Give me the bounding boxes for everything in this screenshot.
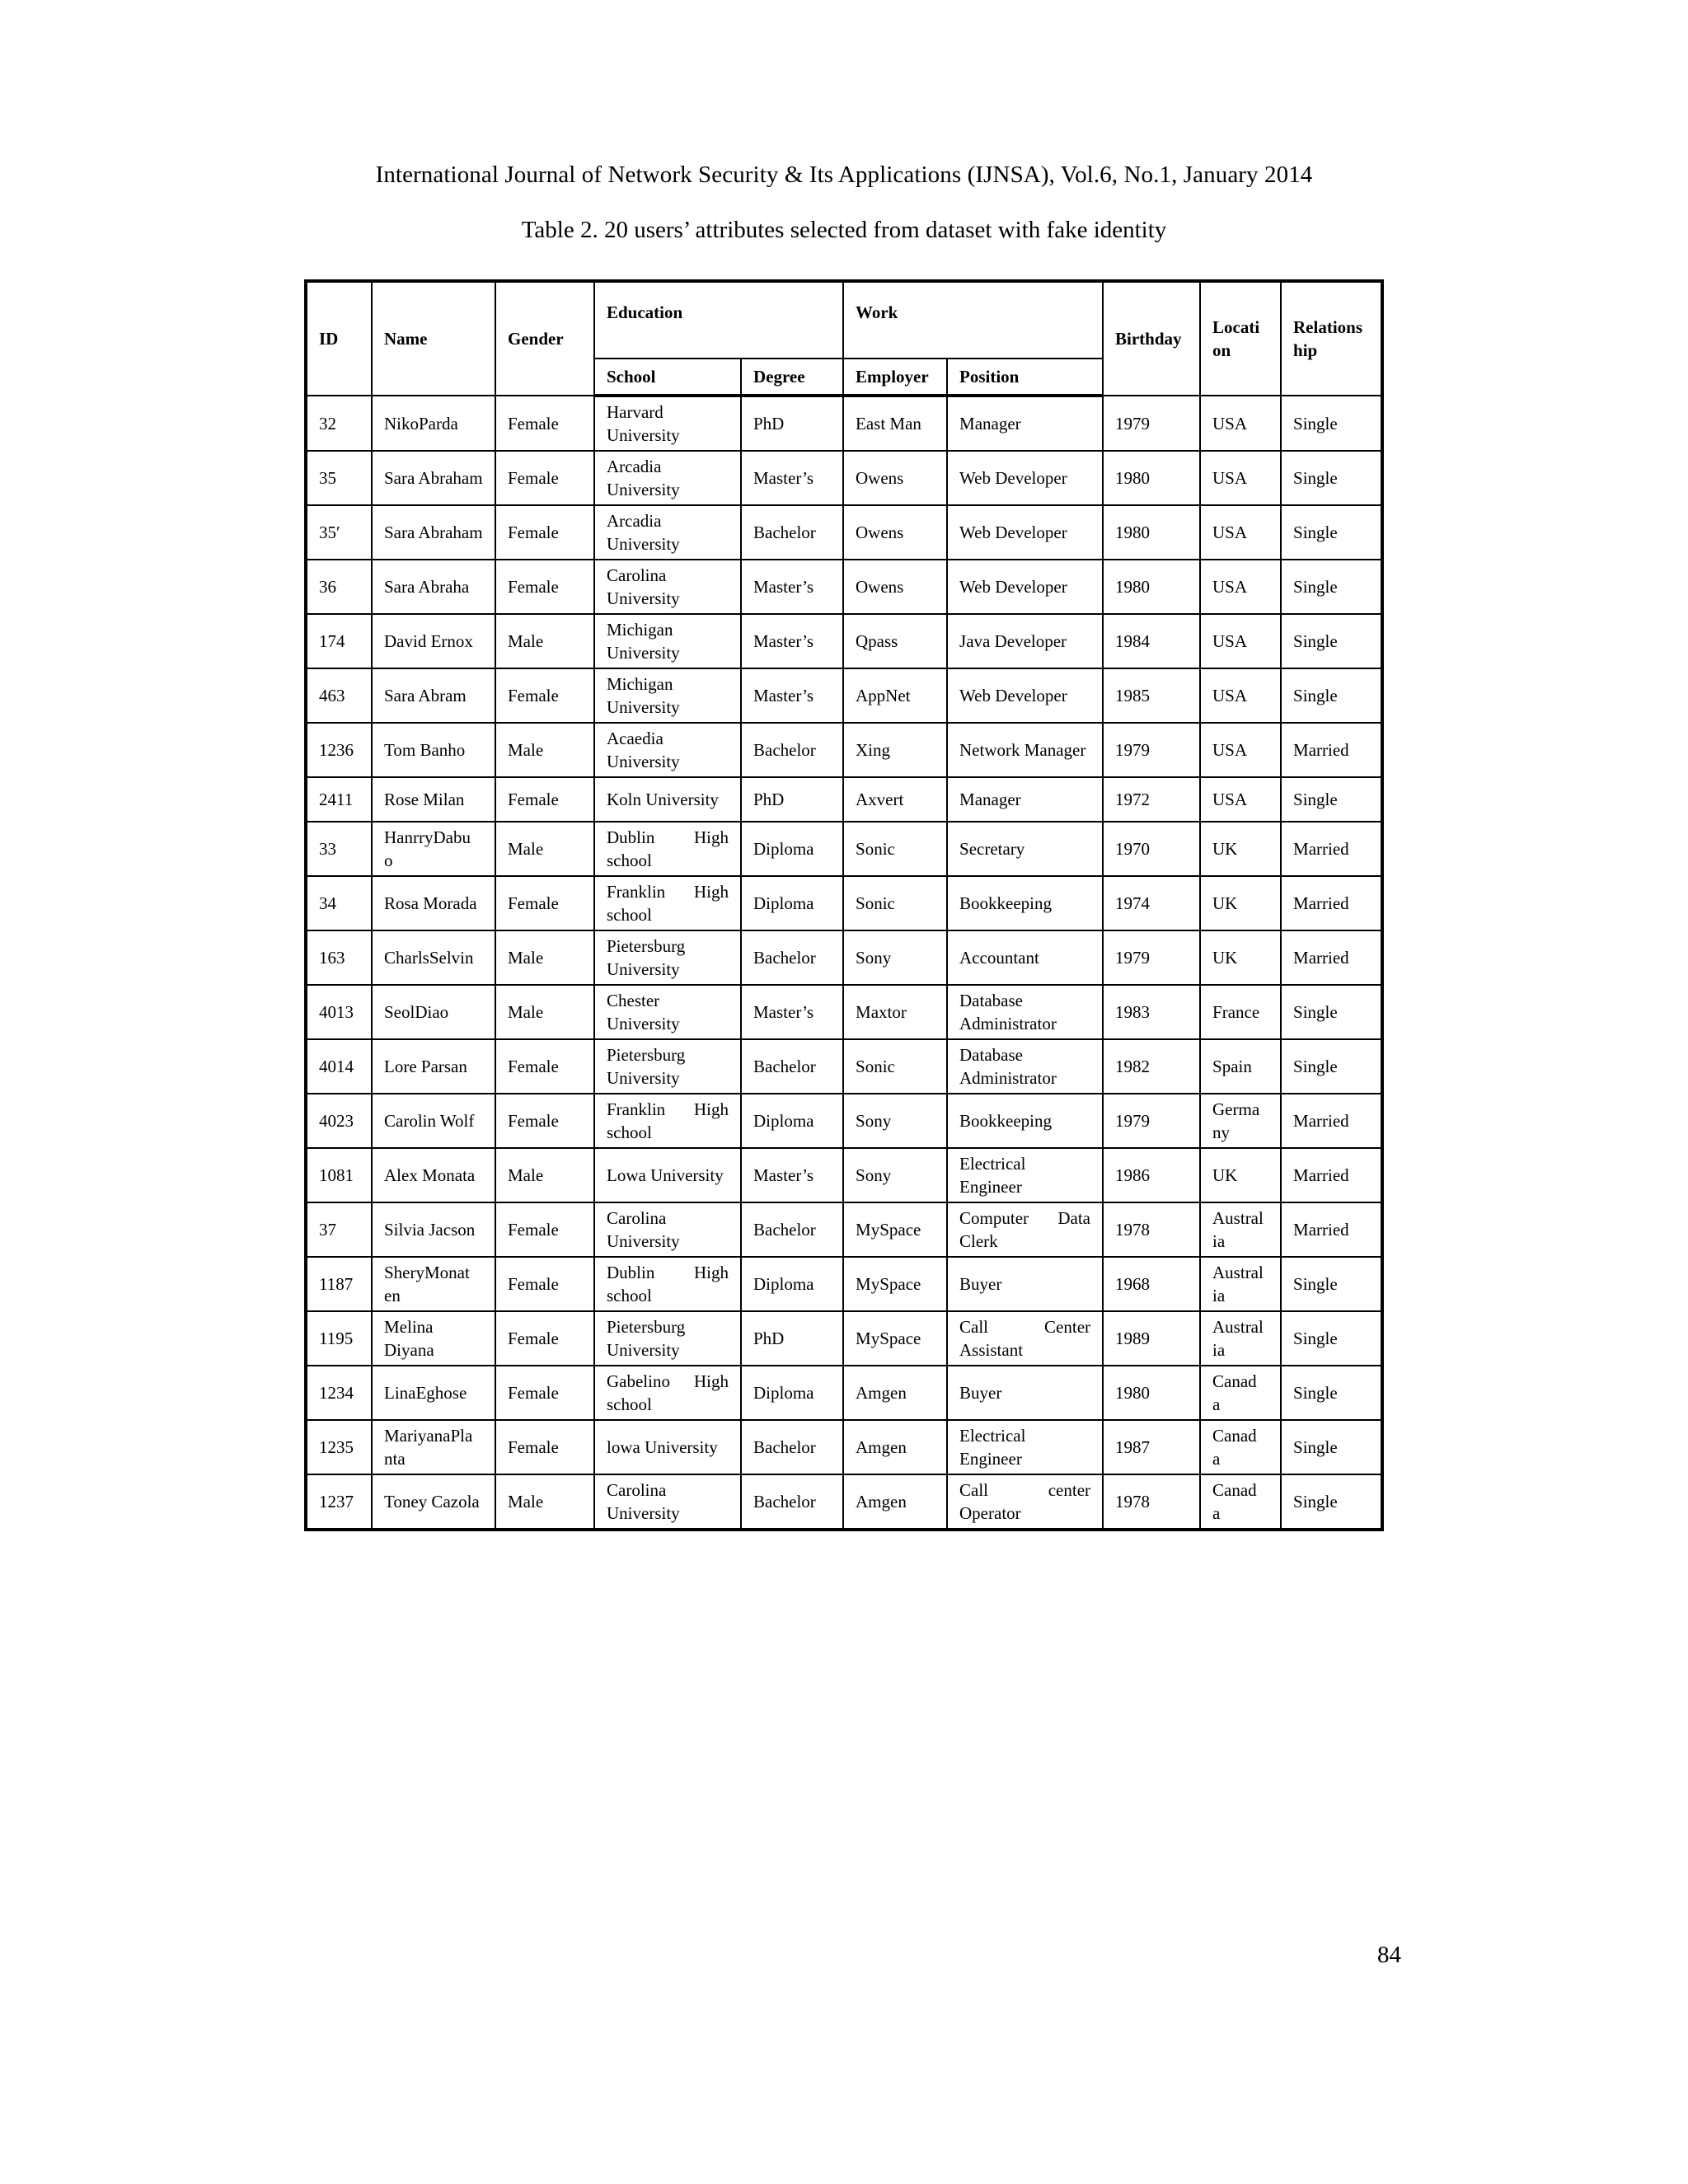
cell-birthday: 1980 [1103,451,1200,505]
cell-location: USA [1200,723,1281,777]
cell-relationship: Married [1281,723,1382,777]
cell-employer: Sonic [843,1039,947,1094]
cell-employer: Sony [843,1148,947,1202]
cell-employer: Amgen [843,1366,947,1420]
cell-school: Pietersburg University [594,930,741,985]
cell-school: Acaedia University [594,723,741,777]
table-row [306,876,1382,930]
cell-birthday: 1978 [1103,1474,1200,1530]
cell-name: Sara Abraha [372,560,495,614]
cell-position: Java Developer [947,614,1103,668]
cell-gender: Female [495,1039,594,1094]
cell-degree: Bachelor [741,1202,843,1257]
cell-employer: AppNet [843,668,947,723]
cell-location: USA [1200,668,1281,723]
cell-relationship: Single [1281,505,1382,560]
cell-gender: Female [495,451,594,505]
cell-id: 1235 [306,1420,372,1474]
cell-degree: PhD [741,1311,843,1366]
cell-degree: Master’s [741,560,843,614]
cell-position: Bookkeeping [947,1094,1103,1148]
cell-location: Austral ia [1200,1257,1281,1311]
cell-location: Canad a [1200,1420,1281,1474]
cell-position: Buyer [947,1366,1103,1420]
cell-id: 4023 [306,1094,372,1148]
cell-name: SeolDiao [372,985,495,1039]
cell-relationship: Single [1281,777,1382,822]
cell-id: 1234 [306,1366,372,1420]
cell-relationship: Married [1281,822,1382,876]
user-attributes-table [304,279,1384,1531]
cell-school: Koln University [594,777,741,822]
cell-birthday: 1983 [1103,985,1200,1039]
cell-location: USA [1200,560,1281,614]
cell-id: 2411 [306,777,372,822]
cell-school: Arcadia University [594,451,741,505]
cell-degree: Bachelor [741,1039,843,1094]
cell-location: USA [1200,505,1281,560]
cell-school: Lowa University [594,1148,741,1202]
cell-employer: MySpace [843,1311,947,1366]
cell-position: Secretary [947,822,1103,876]
header-relationship: Relations hip [1281,281,1382,396]
cell-employer: Sonic [843,876,947,930]
cell-gender: Female [495,505,594,560]
cell-name: Tom Banho [372,723,495,777]
cell-degree: Master’s [741,614,843,668]
table-row [306,1202,1382,1257]
cell-gender: Female [495,1420,594,1474]
cell-location: USA [1200,614,1281,668]
cell-relationship: Single [1281,1257,1382,1311]
cell-name: Rose Milan [372,777,495,822]
cell-name: Rosa Morada [372,876,495,930]
table-row [306,1148,1382,1202]
cell-degree: PhD [741,396,843,451]
cell-relationship: Single [1281,614,1382,668]
header-employer: Employer [843,359,947,396]
cell-name: David Ernox [372,614,495,668]
cell-birthday: 1979 [1103,396,1200,451]
cell-location: UK [1200,930,1281,985]
cell-employer: Axvert [843,777,947,822]
cell-degree: Bachelor [741,1420,843,1474]
cell-position: Manager [947,396,1103,451]
header-location: Locati on [1200,281,1281,396]
cell-position: Computer Data Clerk [947,1202,1103,1257]
cell-school: Carolina University [594,560,741,614]
cell-school: Dublin High school [594,1257,741,1311]
table-body [306,396,1382,1530]
cell-degree: Bachelor [741,723,843,777]
cell-relationship: Single [1281,668,1382,723]
header-education: Education [594,281,843,359]
cell-id: 1081 [306,1148,372,1202]
cell-id: 4013 [306,985,372,1039]
cell-employer: Sony [843,1094,947,1148]
cell-name: LinaEghose [372,1366,495,1420]
table-row [306,777,1382,822]
cell-relationship: Married [1281,1148,1382,1202]
cell-school: Franklin High school [594,1094,741,1148]
cell-id: 33 [306,822,372,876]
cell-name: Sara Abram [372,668,495,723]
table-row [306,822,1382,876]
cell-school: Pietersburg University [594,1039,741,1094]
table-row [306,396,1382,451]
cell-birthday: 1979 [1103,723,1200,777]
cell-birthday: 1968 [1103,1257,1200,1311]
cell-position: Electrical Engineer [947,1420,1103,1474]
cell-position: Buyer [947,1257,1103,1311]
cell-location: UK [1200,876,1281,930]
cell-gender: Female [495,1366,594,1420]
table-row [306,930,1382,985]
cell-relationship: Single [1281,985,1382,1039]
table-row [306,723,1382,777]
cell-degree: Diploma [741,1366,843,1420]
cell-name: Lore Parsan [372,1039,495,1094]
cell-degree: Master’s [741,1148,843,1202]
cell-name: HanrryDabu o [372,822,495,876]
cell-location: Germa ny [1200,1094,1281,1148]
cell-birthday: 1986 [1103,1148,1200,1202]
cell-position: Database Administrator [947,985,1103,1039]
cell-id: 174 [306,614,372,668]
cell-id: 1195 [306,1311,372,1366]
cell-degree: Diploma [741,1257,843,1311]
table-row [306,1474,1382,1530]
cell-birthday: 1979 [1103,930,1200,985]
header-work: Work [843,281,1103,359]
cell-relationship: Single [1281,1366,1382,1420]
cell-employer: MySpace [843,1202,947,1257]
table-row [306,1257,1382,1311]
cell-position: Electrical Engineer [947,1148,1103,1202]
cell-school: Gabelino High school [594,1366,741,1420]
cell-position: Network Manager [947,723,1103,777]
cell-employer: Owens [843,505,947,560]
cell-position: Bookkeeping [947,876,1103,930]
table-caption: Table 2. 20 users’ attributes selected from dataset with fake identity [521,217,1167,243]
cell-position: Web Developer [947,668,1103,723]
cell-school: Chester University [594,985,741,1039]
running-header: International Journal of Network Security & Its Applications (IJNSA), Vol.6, No.1, January 2014 [375,162,1313,188]
cell-name: NikoParda [372,396,495,451]
cell-id: 1187 [306,1257,372,1311]
cell-name: CharlsSelvin [372,930,495,985]
cell-relationship: Married [1281,930,1382,985]
cell-birthday: 1979 [1103,1094,1200,1148]
cell-location: Austral ia [1200,1311,1281,1366]
cell-degree: Bachelor [741,505,843,560]
cell-position: Database Administrator [947,1039,1103,1094]
cell-degree: Master’s [741,451,843,505]
table-row [306,1094,1382,1148]
cell-employer: East Man [843,396,947,451]
cell-name: Sara Abraham [372,505,495,560]
header-school: School [594,359,741,396]
cell-id: 463 [306,668,372,723]
header-birthday: Birthday [1103,281,1200,396]
cell-employer: Owens [843,560,947,614]
cell-birthday: 1987 [1103,1420,1200,1474]
cell-employer: Xing [843,723,947,777]
cell-relationship: Single [1281,396,1382,451]
cell-school: Michigan University [594,668,741,723]
cell-gender: Male [495,723,594,777]
cell-birthday: 1980 [1103,560,1200,614]
cell-location: USA [1200,396,1281,451]
cell-id: 37 [306,1202,372,1257]
cell-location: UK [1200,822,1281,876]
cell-employer: Amgen [843,1420,947,1474]
cell-location: Spain [1200,1039,1281,1094]
cell-location: Austral ia [1200,1202,1281,1257]
cell-employer: Qpass [843,614,947,668]
cell-location: Canad a [1200,1366,1281,1420]
cell-employer: Sony [843,930,947,985]
cell-id: 34 [306,876,372,930]
cell-id: 4014 [306,1039,372,1094]
cell-employer: Maxtor [843,985,947,1039]
cell-id: 35′ [306,505,372,560]
page-number: 84 [1377,1942,1401,1968]
table-container [304,279,1381,1531]
cell-gender: Male [495,614,594,668]
cell-gender: Male [495,822,594,876]
cell-gender: Female [495,560,594,614]
cell-name: SheryMonat en [372,1257,495,1311]
header-gender: Gender [495,281,594,396]
cell-relationship: Married [1281,876,1382,930]
cell-location: USA [1200,451,1281,505]
cell-gender: Female [495,396,594,451]
cell-name: Toney Cazola [372,1474,495,1530]
cell-school: Arcadia University [594,505,741,560]
table-row [306,614,1382,668]
cell-employer: Owens [843,451,947,505]
cell-location: Canad a [1200,1474,1281,1530]
cell-degree: Master’s [741,668,843,723]
cell-school: Pietersburg University [594,1311,741,1366]
cell-birthday: 1989 [1103,1311,1200,1366]
cell-birthday: 1980 [1103,505,1200,560]
cell-name: Carolin Wolf [372,1094,495,1148]
cell-relationship: Single [1281,1474,1382,1530]
cell-birthday: 1982 [1103,1039,1200,1094]
cell-employer: MySpace [843,1257,947,1311]
cell-relationship: Single [1281,451,1382,505]
cell-id: 163 [306,930,372,985]
table-row [306,1420,1382,1474]
cell-id: 32 [306,396,372,451]
cell-id: 1236 [306,723,372,777]
cell-gender: Female [495,876,594,930]
header-name: Name [372,281,495,396]
cell-degree: Diploma [741,876,843,930]
cell-birthday: 1985 [1103,668,1200,723]
table-row [306,1311,1382,1366]
table-row [306,1039,1382,1094]
cell-id: 1237 [306,1474,372,1530]
cell-name: Alex Monata [372,1148,495,1202]
header-id: ID [306,281,372,396]
cell-gender: Female [495,1094,594,1148]
cell-birthday: 1970 [1103,822,1200,876]
cell-employer: Amgen [843,1474,947,1530]
cell-relationship: Single [1281,1039,1382,1094]
cell-degree: Bachelor [741,930,843,985]
header-degree: Degree [741,359,843,396]
cell-relationship: Single [1281,1311,1382,1366]
cell-employer: Sonic [843,822,947,876]
cell-gender: Female [495,1257,594,1311]
cell-position: Call Center Assistant [947,1311,1103,1366]
table-row [306,505,1382,560]
cell-location: USA [1200,777,1281,822]
cell-gender: Female [495,1202,594,1257]
cell-name: Melina Diyana [372,1311,495,1366]
cell-birthday: 1978 [1103,1202,1200,1257]
cell-location: UK [1200,1148,1281,1202]
cell-position: Call center Operator [947,1474,1103,1530]
cell-relationship: Single [1281,560,1382,614]
cell-position: Web Developer [947,505,1103,560]
cell-location: France [1200,985,1281,1039]
cell-position: Web Developer [947,451,1103,505]
cell-relationship: Married [1281,1094,1382,1148]
cell-school: Franklin High school [594,876,741,930]
cell-position: Manager [947,777,1103,822]
cell-degree: Diploma [741,1094,843,1148]
cell-relationship: Single [1281,1420,1382,1474]
cell-birthday: 1972 [1103,777,1200,822]
table-row [306,668,1382,723]
cell-degree: Diploma [741,822,843,876]
cell-relationship: Married [1281,1202,1382,1257]
header-position: Position [947,359,1103,396]
cell-id: 35 [306,451,372,505]
cell-position: Accountant [947,930,1103,985]
cell-gender: Female [495,1311,594,1366]
table-row [306,1366,1382,1420]
cell-id: 36 [306,560,372,614]
table-row [306,451,1382,505]
cell-school: Carolina University [594,1202,741,1257]
cell-gender: Male [495,985,594,1039]
cell-birthday: 1974 [1103,876,1200,930]
cell-degree: Master’s [741,985,843,1039]
cell-gender: Male [495,1474,594,1530]
table-row [306,985,1382,1039]
cell-school: Harvard University [594,396,741,451]
cell-gender: Male [495,1148,594,1202]
cell-name: Silvia Jacson [372,1202,495,1257]
cell-gender: Female [495,668,594,723]
cell-degree: Bachelor [741,1474,843,1530]
cell-school: Dublin High school [594,822,741,876]
cell-birthday: 1984 [1103,614,1200,668]
cell-name: MariyanaPla nta [372,1420,495,1474]
cell-degree: PhD [741,777,843,822]
cell-school: lowa University [594,1420,741,1474]
cell-position: Web Developer [947,560,1103,614]
header-row-1 [306,281,1382,359]
table-row [306,560,1382,614]
cell-school: Michigan University [594,614,741,668]
cell-school: Carolina University [594,1474,741,1530]
cell-gender: Female [495,777,594,822]
cell-name: Sara Abraham [372,451,495,505]
cell-gender: Male [495,930,594,985]
cell-birthday: 1980 [1103,1366,1200,1420]
